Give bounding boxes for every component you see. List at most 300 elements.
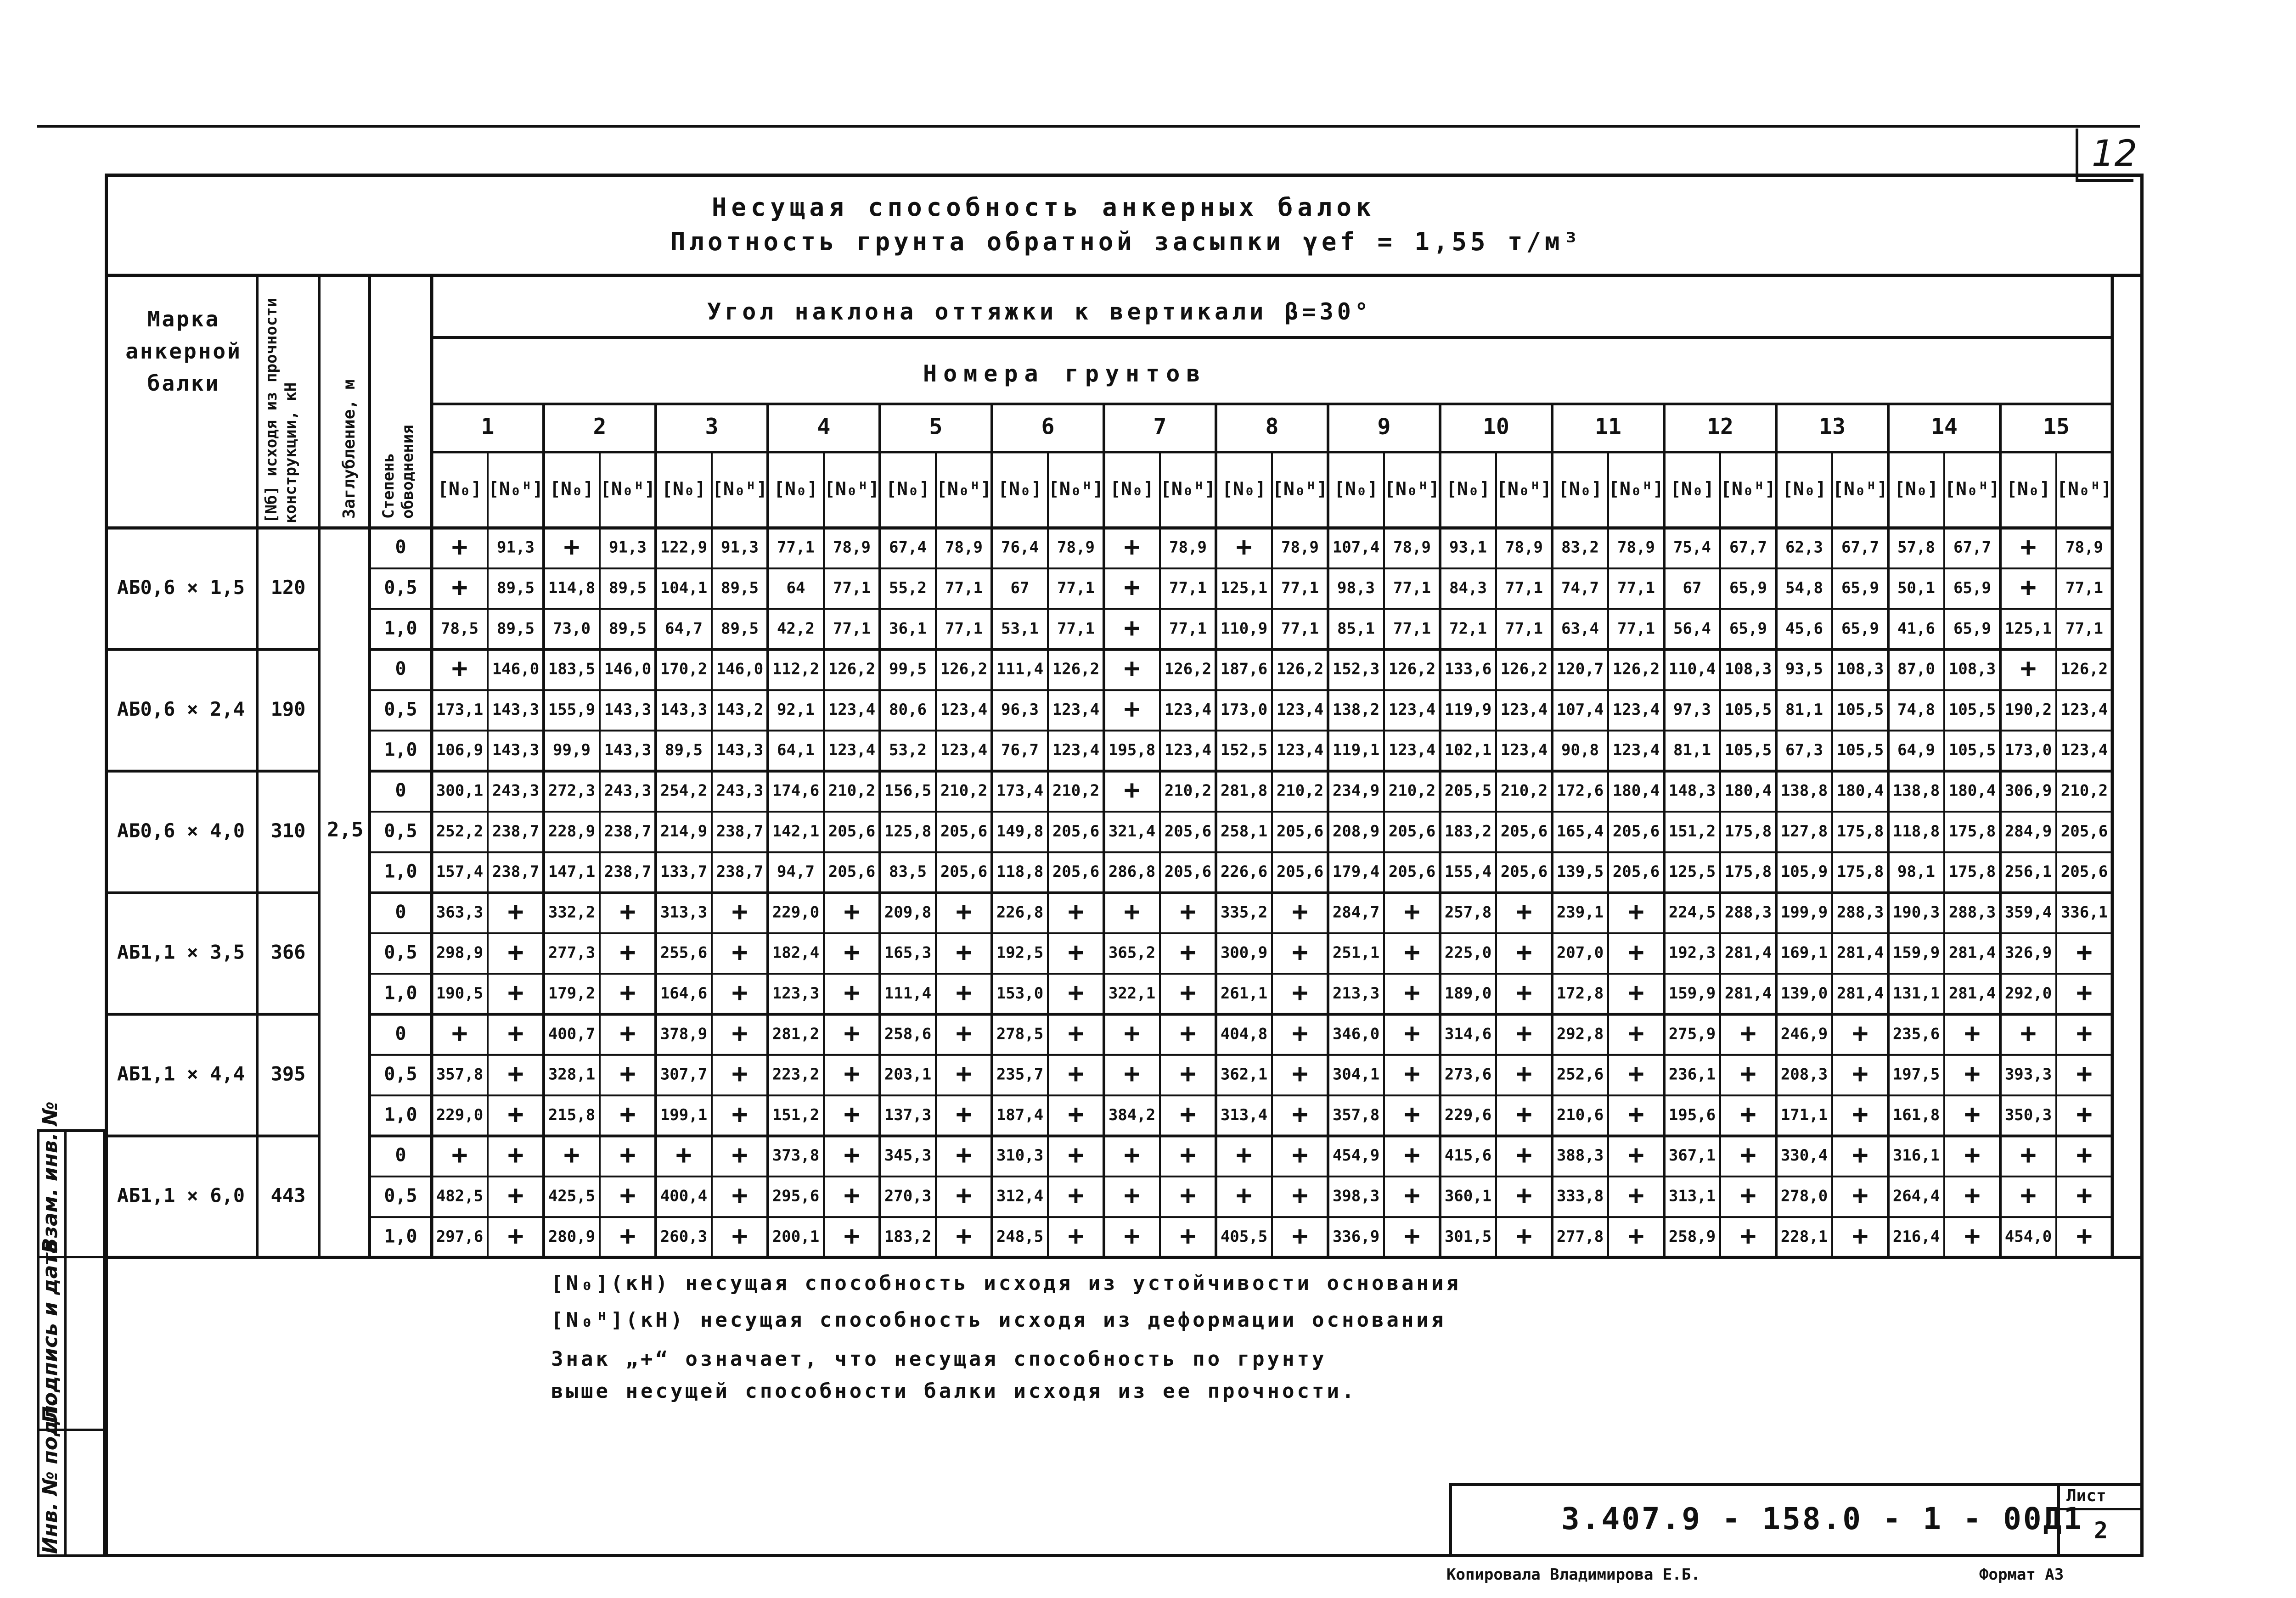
capacity-value: 133,6	[1444, 660, 1492, 678]
capacity-value: 281,4	[1724, 943, 1772, 962]
capacity-value: 125,5	[1668, 863, 1716, 881]
soil-number: 7	[1153, 414, 1167, 440]
capacity-value: 77,1	[1393, 578, 1431, 597]
plus-sign: +	[844, 1098, 860, 1130]
capacity-value: 205,6	[1500, 822, 1548, 841]
plus-sign: +	[1740, 1220, 1756, 1251]
capacity-subheader: [N₀]	[1670, 478, 1715, 500]
plus-sign: +	[1124, 1017, 1140, 1049]
capacity-value: 273,6	[1444, 1065, 1492, 1084]
capacity-value: 123,4	[2060, 741, 2108, 760]
capacity-value: 346,0	[1332, 1025, 1380, 1043]
plus-sign: +	[2020, 1179, 2037, 1211]
capacity-value: 123,4	[1052, 700, 1100, 719]
capacity-value: 239,1	[1556, 903, 1604, 922]
capacity-value: 209,8	[884, 903, 932, 922]
capacity-value: 97,3	[1673, 700, 1711, 719]
capacity-value: 94,7	[777, 863, 815, 881]
capacity-value: 238,7	[716, 822, 764, 841]
plus-sign: +	[1068, 976, 1084, 1008]
capacity-value: 77,1	[1169, 578, 1207, 597]
plus-sign: +	[1124, 531, 1140, 562]
capacity-subheader: [N₀]	[773, 478, 818, 500]
plus-sign: +	[1236, 1138, 1252, 1170]
capacity-value: 83,5	[889, 863, 927, 881]
capacity-value: 270,3	[884, 1187, 932, 1206]
plus-sign: +	[956, 1058, 972, 1089]
capacity-value: 277,8	[1556, 1227, 1604, 1246]
capacity-value: 164,6	[660, 984, 708, 1003]
plus-sign: +	[1180, 976, 1196, 1008]
capacity-value: 107,4	[1332, 538, 1380, 557]
plus-sign: +	[732, 1179, 748, 1211]
capacity-value: 257,8	[1444, 903, 1492, 922]
capacity-subheader: [N₀]	[549, 478, 594, 500]
capacity-value: 236,1	[1668, 1065, 1716, 1084]
capacity-value: 78,9	[1393, 538, 1431, 557]
plus-sign: +	[1292, 1138, 1308, 1170]
plus-sign: +	[1516, 1220, 1532, 1251]
capacity-value: 143,3	[492, 741, 540, 760]
flooding-degree: 0	[395, 537, 406, 558]
capacity-value: 74,8	[1897, 700, 1935, 719]
beam-strength: 366	[270, 941, 306, 964]
capacity-value: 363,3	[436, 903, 484, 922]
plus-sign: +	[844, 1058, 860, 1089]
flooding-degree: 0	[395, 779, 406, 801]
capacity-value: 142,1	[772, 822, 820, 841]
capacity-value: 84,3	[1449, 578, 1487, 597]
plus-sign: +	[1628, 895, 1644, 927]
capacity-value: 73,0	[553, 619, 591, 638]
capacity-value: 122,9	[660, 538, 708, 557]
plus-sign: +	[1628, 1179, 1644, 1211]
capacity-value: 195,6	[1668, 1105, 1716, 1124]
note-deformation: [N₀ᴴ](кН) несущая способность исходя из деформации основания	[551, 1308, 1446, 1332]
capacity-value: 146,0	[716, 660, 764, 678]
capacity-value: 251,1	[1332, 943, 1380, 962]
capacity-subheader: [N₀]	[2006, 478, 2051, 500]
plus-sign: +	[1740, 1138, 1756, 1170]
plus-sign: +	[1516, 1138, 1532, 1170]
plus-sign: +	[1124, 611, 1140, 643]
capacity-subheader: [N₀]	[1446, 478, 1491, 500]
capacity-value: 278,5	[996, 1025, 1044, 1043]
plus-sign: +	[732, 895, 748, 927]
plus-sign: +	[1628, 976, 1644, 1008]
plus-sign: +	[956, 976, 972, 1008]
capacity-subheader: [N₀ᴴ]	[2056, 478, 2112, 500]
capacity-value: 65,9	[1729, 578, 1767, 597]
capacity-value: 126,2	[1388, 660, 1436, 678]
capacity-value: 205,6	[940, 822, 988, 841]
plus-sign: +	[619, 1098, 636, 1130]
plus-sign: +	[1180, 895, 1196, 927]
plus-sign: +	[1852, 1098, 1868, 1130]
plus-sign: +	[619, 1058, 636, 1089]
soil-number: 2	[593, 414, 607, 440]
plus-sign: +	[1124, 571, 1140, 603]
capacity-subheader: [N₀ᴴ]	[1160, 478, 1216, 500]
plus-sign: +	[1404, 1098, 1420, 1130]
plus-sign: +	[1740, 1179, 1756, 1211]
plus-sign: +	[1180, 1179, 1196, 1211]
capacity-value: 78,9	[1169, 538, 1207, 557]
capacity-subheader: [N₀ᴴ]	[824, 478, 880, 500]
soil-numbers-caption: Номера грунтов	[923, 360, 1207, 387]
plus-sign: +	[619, 936, 636, 968]
plus-sign: +	[451, 571, 468, 603]
capacity-value: 78,9	[1057, 538, 1095, 557]
capacity-value: 123,4	[1612, 700, 1660, 719]
capacity-value: 126,2	[1164, 660, 1212, 678]
plus-sign: +	[1124, 895, 1140, 927]
capacity-value: 275,9	[1668, 1025, 1716, 1043]
capacity-value: 65,9	[1953, 619, 1991, 638]
capacity-value: 64,9	[1897, 741, 1935, 760]
plus-sign: +	[1628, 1138, 1644, 1170]
flooding-degree: 0	[395, 1023, 406, 1044]
flooding-degree: 0,5	[384, 1185, 417, 1206]
plus-sign: +	[1628, 936, 1644, 968]
capacity-value: 143,3	[660, 700, 708, 719]
plus-sign: +	[1068, 936, 1084, 968]
note-stability: [N₀](кН) несущая способность исходя из устойчивости основания	[551, 1272, 1461, 1295]
capacity-value: 77,1	[1281, 578, 1319, 597]
capacity-value: 77,1	[833, 619, 871, 638]
capacity-value: 243,3	[492, 781, 540, 800]
capacity-value: 288,3	[1836, 903, 1884, 922]
capacity-value: 205,6	[1052, 863, 1100, 881]
capacity-value: 210,2	[1052, 781, 1100, 800]
plus-sign: +	[844, 1220, 860, 1251]
plus-sign: +	[1236, 1179, 1252, 1211]
plus-sign: +	[956, 1138, 972, 1170]
capacity-value: 91,3	[609, 538, 647, 557]
beam-mark: АБ1,1 × 6,0	[117, 1184, 245, 1207]
soil-number: 13	[1819, 414, 1846, 440]
capacity-value: 123,4	[1500, 700, 1548, 719]
plus-sign: +	[1124, 1138, 1140, 1170]
document-code: 3.407.9 - 158.0 - 1 - 00Д1	[1561, 1501, 2084, 1536]
capacity-value: 91,3	[497, 538, 535, 557]
capacity-value: 205,6	[1164, 822, 1212, 841]
capacity-value: 234,9	[1332, 781, 1380, 800]
capacity-value: 172,8	[1556, 984, 1604, 1003]
plus-sign: +	[619, 1138, 636, 1170]
beam-mark: АБ1,1 × 4,4	[117, 1062, 245, 1085]
capacity-value: 64	[786, 578, 805, 597]
capacity-value: 123,3	[772, 984, 820, 1003]
plus-sign: +	[1292, 976, 1308, 1008]
plus-sign: +	[619, 895, 636, 927]
capacity-value: 281,4	[1836, 943, 1884, 962]
plus-sign: +	[1852, 1138, 1868, 1170]
capacity-value: 93,5	[1785, 660, 1823, 678]
flooding-degree: 1,0	[384, 739, 417, 761]
beam-strength: 190	[270, 697, 306, 720]
capacity-value: 123,4	[1500, 741, 1548, 760]
plus-sign: +	[563, 531, 580, 562]
plus-sign: +	[1404, 1138, 1420, 1170]
capacity-value: 98,3	[1337, 578, 1375, 597]
capacity-value: 180,4	[1948, 781, 1996, 800]
plus-sign: +	[507, 1179, 524, 1211]
plus-sign: +	[1068, 1058, 1084, 1089]
plus-sign: +	[732, 936, 748, 968]
capacity-value: 277,3	[548, 943, 596, 962]
capacity-value: 261,1	[1220, 984, 1268, 1003]
capacity-value: 65,9	[1841, 619, 1879, 638]
capacity-value: 208,9	[1332, 822, 1380, 841]
capacity-value: 278,0	[1780, 1187, 1828, 1206]
capacity-value: 228,1	[1780, 1227, 1828, 1246]
capacity-value: 102,1	[1444, 741, 1492, 760]
plus-sign: +	[956, 1017, 972, 1049]
capacity-value: 78,5	[441, 619, 478, 638]
plus-sign: +	[732, 1098, 748, 1130]
flooding-degree: 0	[395, 1144, 406, 1166]
plus-sign: +	[1964, 1017, 1981, 1049]
capacity-value: 205,6	[1612, 863, 1660, 881]
plus-sign: +	[1404, 936, 1420, 968]
plus-sign: +	[1068, 1179, 1084, 1211]
plus-sign: +	[956, 1098, 972, 1130]
plus-sign: +	[956, 1179, 972, 1211]
capacity-value: 256,1	[2004, 863, 2052, 881]
capacity-value: 199,1	[660, 1105, 708, 1124]
plus-sign: +	[2076, 1220, 2093, 1251]
plus-sign: +	[1124, 652, 1140, 684]
capacity-value: 118,8	[996, 863, 1044, 881]
plus-sign: +	[1628, 1220, 1644, 1251]
capacity-value: 306,9	[2004, 781, 2052, 800]
plus-sign: +	[2076, 1058, 2093, 1089]
plus-sign: +	[1516, 895, 1532, 927]
plus-sign: +	[732, 1017, 748, 1049]
capacity-subheader: [N₀ᴴ]	[1496, 478, 1552, 500]
capacity-value: 91,3	[721, 538, 759, 557]
capacity-value: 170,2	[660, 660, 708, 678]
side-label-sign-date: Подпись и дата	[39, 1239, 62, 1423]
capacity-value: 99,5	[889, 660, 927, 678]
plus-sign: +	[844, 976, 860, 1008]
capacity-subheader: [N₀ᴴ]	[936, 478, 992, 500]
capacity-value: 53,2	[889, 741, 927, 760]
capacity-subheader: [N₀ᴴ]	[488, 478, 544, 500]
capacity-value: 159,9	[1892, 943, 1940, 962]
plus-sign: +	[2076, 976, 2093, 1008]
capacity-value: 89,5	[497, 619, 535, 638]
capacity-value: 81,1	[1785, 700, 1823, 719]
capacity-value: 235,7	[996, 1065, 1044, 1084]
capacity-value: 252,6	[1556, 1065, 1604, 1084]
plus-sign: +	[1180, 1138, 1196, 1170]
capacity-value: 313,3	[660, 903, 708, 922]
beam-mark: АБ1,1 × 3,5	[117, 941, 245, 964]
flooding-degree: 0,5	[384, 942, 417, 964]
capacity-value: 146,0	[604, 660, 652, 678]
capacity-value: 111,4	[884, 984, 932, 1003]
capacity-value: 243,3	[604, 781, 652, 800]
plus-sign: +	[1516, 936, 1532, 968]
capacity-value: 45,6	[1785, 619, 1823, 638]
capacity-value: 281,8	[1220, 781, 1268, 800]
plus-sign: +	[1964, 1179, 1981, 1211]
plus-sign: +	[1404, 1017, 1420, 1049]
capacity-value: 321,4	[1108, 822, 1156, 841]
capacity-value: 200,1	[772, 1227, 820, 1246]
capacity-value: 292,0	[2004, 984, 2052, 1003]
capacity-value: 77,1	[1617, 619, 1655, 638]
capacity-value: 310,3	[996, 1146, 1044, 1165]
capacity-value: 105,5	[1836, 741, 1884, 760]
capacity-value: 89,5	[497, 578, 535, 597]
capacity-value: 195,8	[1108, 741, 1156, 760]
plus-sign: +	[732, 1058, 748, 1089]
capacity-value: 199,9	[1780, 903, 1828, 922]
capacity-value: 89,5	[609, 578, 647, 597]
capacity-value: 365,2	[1108, 943, 1156, 962]
capacity-value: 405,5	[1220, 1227, 1268, 1246]
plus-sign: +	[2076, 1138, 2093, 1170]
capacity-value: 482,5	[436, 1187, 484, 1206]
capacity-value: 165,3	[884, 943, 932, 962]
capacity-value: 53,1	[1001, 619, 1039, 638]
capacity-value: 36,1	[889, 619, 927, 638]
plus-sign: +	[1740, 1058, 1756, 1089]
capacity-value: 203,1	[884, 1065, 932, 1084]
capacity-value: 215,8	[548, 1105, 596, 1124]
capacity-value: 295,6	[772, 1187, 820, 1206]
plus-sign: +	[1740, 1017, 1756, 1049]
capacity-value: 210,6	[1556, 1105, 1604, 1124]
capacity-subheader: [N₀]	[1109, 478, 1154, 500]
sheet-label: Лист	[2066, 1486, 2106, 1505]
plus-sign: +	[619, 1017, 636, 1049]
capacity-value: 258,9	[1668, 1227, 1716, 1246]
plus-sign: +	[1292, 1179, 1308, 1211]
capacity-value: 393,3	[2004, 1065, 2052, 1084]
capacity-value: 126,2	[2060, 660, 2108, 678]
capacity-value: 126,2	[1276, 660, 1324, 678]
capacity-value: 208,3	[1780, 1065, 1828, 1084]
soil-number: 1	[481, 414, 495, 440]
capacity-value: 96,3	[1001, 700, 1039, 719]
capacity-value: 174,6	[772, 781, 820, 800]
plus-sign: +	[1404, 1058, 1420, 1089]
plus-sign: +	[1236, 531, 1252, 562]
capacity-value: 378,9	[660, 1025, 708, 1043]
capacity-value: 77,1	[777, 538, 815, 557]
capacity-value: 284,9	[2004, 822, 2052, 841]
capacity-value: 67,7	[1729, 538, 1767, 557]
capacity-value: 50,1	[1897, 578, 1935, 597]
plus-sign: +	[1628, 1058, 1644, 1089]
plus-sign: +	[1180, 1220, 1196, 1251]
capacity-value: 143,2	[716, 700, 764, 719]
capacity-value: 77,1	[1057, 578, 1095, 597]
capacity-value: 210,2	[1500, 781, 1548, 800]
capacity-value: 454,9	[1332, 1146, 1380, 1165]
capacity-value: 360,1	[1444, 1187, 1492, 1206]
plus-sign: +	[1068, 1220, 1084, 1251]
capacity-value: 125,1	[2004, 619, 2052, 638]
plus-sign: +	[507, 1138, 524, 1170]
capacity-value: 359,4	[2004, 903, 2052, 922]
capacity-value: 254,2	[660, 781, 708, 800]
capacity-value: 77,1	[1281, 619, 1319, 638]
plus-sign: +	[451, 531, 468, 562]
capacity-value: 107,4	[1556, 700, 1604, 719]
capacity-value: 106,9	[436, 741, 484, 760]
soil-number: 4	[817, 414, 831, 440]
capacity-value: 205,6	[1276, 863, 1324, 881]
capacity-value: 326,9	[2004, 943, 2052, 962]
capacity-value: 139,0	[1780, 984, 1828, 1003]
capacity-value: 272,3	[548, 781, 596, 800]
capacity-value: 54,8	[1785, 578, 1823, 597]
capacity-value: 246,9	[1780, 1025, 1828, 1043]
plus-sign: +	[844, 936, 860, 968]
plus-sign: +	[1068, 895, 1084, 927]
capacity-value: 258,1	[1220, 822, 1268, 841]
capacity-value: 298,9	[436, 943, 484, 962]
capacity-value: 175,8	[1836, 822, 1884, 841]
capacity-value: 77,1	[2065, 578, 2103, 597]
capacity-value: 210,2	[1388, 781, 1436, 800]
capacity-value: 248,5	[996, 1227, 1044, 1246]
flooding-header: Степень обводнения	[379, 425, 417, 519]
capacity-value: 118,8	[1892, 822, 1940, 841]
capacity-value: 143,3	[604, 700, 652, 719]
capacity-value: 173,4	[996, 781, 1044, 800]
capacity-value: 454,0	[2004, 1227, 2052, 1246]
capacity-value: 123,4	[940, 741, 988, 760]
plus-sign: +	[1964, 1058, 1981, 1089]
capacity-subheader: [N₀]	[1558, 478, 1603, 500]
capacity-value: 89,5	[665, 741, 703, 760]
plus-sign: +	[1292, 1017, 1308, 1049]
mark-header	[110, 303, 257, 399]
capacity-value: 85,1	[1337, 619, 1375, 638]
capacity-value: 65,9	[1953, 578, 1991, 597]
plus-sign: +	[1516, 1179, 1532, 1211]
capacity-value: 147,1	[548, 863, 596, 881]
capacity-subheader: [N₀]	[1334, 478, 1379, 500]
capacity-value: 336,9	[1332, 1227, 1380, 1246]
capacity-value: 179,2	[548, 984, 596, 1003]
plus-sign: +	[1292, 895, 1308, 927]
capacity-value: 229,0	[772, 903, 820, 922]
capacity-value: 226,8	[996, 903, 1044, 922]
capacity-value: 175,8	[1948, 863, 1996, 881]
capacity-value: 67,3	[1785, 741, 1823, 760]
flooding-degree: 0,5	[384, 1064, 417, 1085]
capacity-value: 214,9	[660, 822, 708, 841]
capacity-value: 350,3	[2004, 1105, 2052, 1124]
capacity-value: 312,4	[996, 1187, 1044, 1206]
plus-sign: +	[956, 895, 972, 927]
capacity-value: 205,6	[1052, 822, 1100, 841]
capacity-value: 332,2	[548, 903, 596, 922]
sheet-value: 2	[2094, 1517, 2108, 1544]
capacity-value: 76,7	[1001, 741, 1039, 760]
capacity-value: 238,7	[716, 863, 764, 881]
plus-sign: +	[1292, 936, 1308, 968]
capacity-value: 108,3	[1836, 660, 1884, 678]
capacity-value: 143,3	[604, 741, 652, 760]
